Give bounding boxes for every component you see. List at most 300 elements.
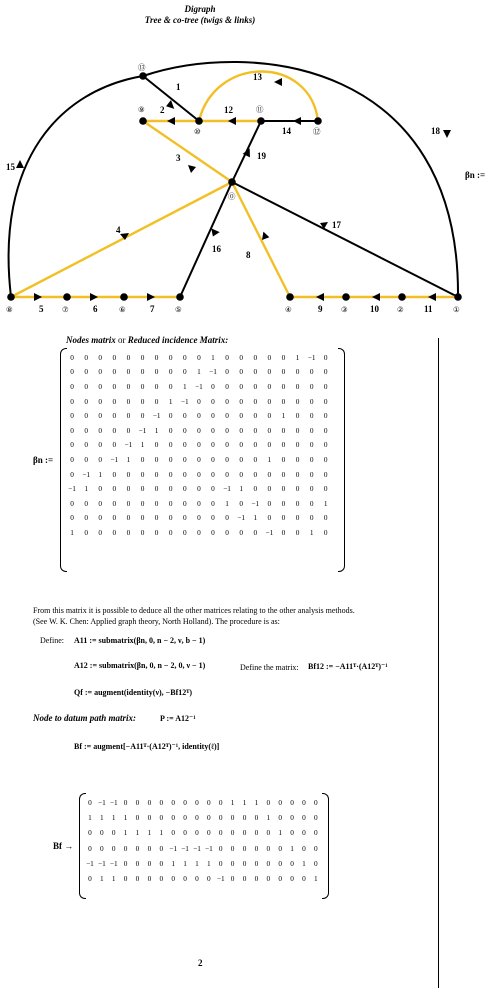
matrix-cell: 0 — [147, 798, 152, 808]
matrix-row — [65, 350, 333, 365]
matrix-cell: 1 — [100, 874, 104, 884]
matrix-cell: 0 — [278, 798, 283, 808]
matrix-cell: −1 — [223, 484, 231, 494]
matrix-row — [65, 511, 333, 526]
matrix-cell: 0 — [218, 858, 223, 868]
edge-label-9: 9 — [318, 304, 323, 314]
matrix-cell: 0 — [281, 352, 286, 362]
matrix-cell: 0 — [253, 367, 258, 377]
matrix-cell: 0 — [197, 527, 201, 537]
matrix-cell: 0 — [168, 513, 173, 523]
matrix-cell: 0 — [295, 440, 300, 450]
matrix-cell: 0 — [159, 798, 164, 808]
matrix-cell: 0 — [323, 411, 328, 421]
matrix-cell: 0 — [182, 513, 187, 523]
matrix-cell: 0 — [239, 440, 243, 450]
edge-label-5: 5 — [39, 304, 44, 314]
matrix-cell: 0 — [171, 874, 175, 884]
matrix-cell: 0 — [267, 411, 272, 421]
matrix-cell: 0 — [281, 484, 286, 494]
matrix-cell: 0 — [295, 425, 300, 435]
matrix-cell: 1 — [140, 440, 145, 450]
matrix-cell: 0 — [197, 352, 201, 362]
matrix-cell: 0 — [135, 798, 140, 808]
matrix-cell: 0 — [314, 843, 318, 853]
matrix-cell: 0 — [309, 367, 314, 377]
matrix-cell: 0 — [197, 411, 201, 421]
matrix-cell: 0 — [230, 858, 235, 868]
matrix-cell: 1 — [84, 484, 88, 494]
matrix-cell: 0 — [112, 484, 117, 494]
matrix-cell: −1 — [216, 874, 225, 884]
vertical-divider — [438, 338, 439, 988]
diagram-subtitle: Tree & co-tree (twigs & links) — [144, 15, 256, 25]
matrix-cell: 0 — [159, 813, 164, 823]
edge-label-14: 14 — [282, 126, 291, 136]
matrix-cell: 0 — [111, 828, 116, 838]
matrix-cell: 0 — [266, 874, 271, 884]
matrix-cell: 1 — [295, 352, 300, 362]
bf-label: Bf → — [53, 841, 74, 851]
matrix-cell: 0 — [314, 828, 318, 838]
reduced-incidence-matrix — [65, 350, 333, 540]
matrix-cell: 0 — [159, 874, 164, 884]
matrix-cell: 0 — [211, 411, 215, 421]
matrix-cell: 0 — [242, 828, 247, 838]
matrix-cell: 0 — [70, 440, 74, 450]
matrix-cell: 0 — [126, 469, 131, 479]
edge-label-3: 3 — [176, 153, 181, 163]
matrix-cell: 0 — [135, 858, 140, 868]
edge-1 — [143, 76, 199, 121]
edge-label-19: 19 — [257, 151, 266, 161]
node-label-0: ⓪ — [228, 192, 236, 201]
matrix-row — [65, 394, 333, 409]
node-label-4: ④ — [285, 305, 292, 314]
digraph — [0, 0, 491, 330]
matrix-cell: 0 — [159, 858, 164, 868]
matrix-cell: 0 — [197, 440, 201, 450]
node-label-11: ⑪ — [256, 105, 264, 114]
matrix-cell: 0 — [112, 352, 117, 362]
matrix-cell: 0 — [314, 858, 318, 868]
matrix-cell: 0 — [302, 798, 306, 808]
edge-18 — [143, 62, 458, 297]
matrix-cell: 0 — [154, 498, 159, 508]
matrix-cell: 0 — [195, 874, 199, 884]
matrix-cell: 0 — [211, 469, 215, 479]
matrix-cell: 0 — [140, 498, 145, 508]
matrix-cell: 0 — [254, 874, 259, 884]
matrix-row — [84, 871, 322, 886]
matrix-cell: 1 — [309, 527, 314, 537]
matrix-cell: −1 — [169, 843, 178, 853]
matrix-cell: 0 — [84, 454, 88, 464]
edge-8 — [232, 182, 290, 297]
matrix-cell: 1 — [290, 843, 294, 853]
matrix-cell: 0 — [168, 484, 173, 494]
matrix-cell: 0 — [112, 527, 117, 537]
matrix-cell: 0 — [70, 352, 74, 362]
matrix-cell: 0 — [98, 454, 103, 464]
matrix-cell: −1 — [181, 843, 189, 853]
matrix-cell: 0 — [253, 469, 258, 479]
matrix-heading: Nodes matrix or Reduced incidence Matrix: — [66, 335, 229, 345]
matrix-cell: 0 — [112, 367, 117, 377]
matrix-row — [84, 810, 322, 825]
matrix-cell: 1 — [159, 828, 164, 838]
matrix-cell: 1 — [182, 381, 187, 391]
matrix-cell: 0 — [295, 498, 300, 508]
edge-label-18: 18 — [431, 126, 440, 136]
matrix-cell: 0 — [126, 352, 131, 362]
paragraph-1: From this matrix it is possible to deduce all the other matrices relating to the other analysis methods. — [33, 606, 355, 615]
matrix-cell: 0 — [266, 858, 271, 868]
matrix-cell: 0 — [242, 874, 247, 884]
matrix-cell: 1 — [195, 858, 199, 868]
matrix-cell: 0 — [239, 411, 243, 421]
matrix-cell: 0 — [295, 527, 300, 537]
matrix-cell: −1 — [86, 858, 94, 868]
matrix-cell: 0 — [281, 469, 286, 479]
matrix-cell: 0 — [168, 527, 173, 537]
matrix-cell: 0 — [225, 381, 229, 391]
matrix-cell: 0 — [84, 425, 88, 435]
matrix-cell: 0 — [147, 874, 152, 884]
node-label-9: ⑨ — [138, 105, 145, 114]
matrix-cell: 0 — [290, 828, 294, 838]
edge-17 — [232, 182, 458, 297]
matrix-cell: −1 — [124, 440, 133, 450]
matrix-cell: 0 — [88, 874, 92, 884]
node-label-10: ⑩ — [194, 127, 201, 136]
matrix-cell: 0 — [323, 367, 328, 377]
matrix-cell: 0 — [123, 843, 128, 853]
matrix-cell: 0 — [168, 425, 173, 435]
matrix-cell: 1 — [183, 858, 187, 868]
matrix-cell: 0 — [218, 798, 223, 808]
matrix-cell: 0 — [253, 352, 258, 362]
matrix-row — [65, 423, 333, 438]
matrix-cell: 0 — [207, 828, 211, 838]
matrix-cell: 0 — [183, 828, 187, 838]
matrix-cell: −1 — [68, 484, 76, 494]
matrix-cell: 0 — [140, 411, 145, 421]
matrix-cell: 0 — [302, 828, 306, 838]
matrix-cell: 1 — [230, 798, 235, 808]
matrix-cell: 0 — [323, 425, 328, 435]
matrix-cell: 0 — [171, 828, 175, 838]
matrix-cell: 0 — [168, 469, 173, 479]
matrix-cell: −1 — [109, 858, 118, 868]
diagram-title: Digraph — [184, 4, 216, 14]
edge-label-15: 15 — [6, 162, 15, 172]
matrix-cell: 0 — [112, 411, 117, 421]
matrix-cell: 0 — [225, 411, 229, 421]
matrix-cell: 0 — [225, 440, 229, 450]
matrix-cell: 1 — [207, 858, 211, 868]
matrix-cell: 0 — [70, 411, 74, 421]
matrix-cell: 0 — [111, 843, 116, 853]
edge-label-1: 1 — [176, 82, 181, 92]
matrix-cell: 0 — [126, 513, 131, 523]
matrix-cell: 0 — [295, 411, 300, 421]
matrix-cell: 0 — [281, 367, 286, 377]
matrix-cell: 0 — [253, 411, 258, 421]
matrix-cell: 0 — [126, 527, 131, 537]
matrix-cell: 0 — [239, 498, 243, 508]
matrix-cell: 0 — [278, 843, 283, 853]
bf-right-paren — [322, 793, 329, 899]
matrix-row — [65, 365, 333, 380]
matrix-cell: 0 — [84, 411, 88, 421]
matrix-cell: 0 — [267, 513, 272, 523]
matrix-cell: 0 — [281, 527, 286, 537]
matrix-cell: 0 — [140, 527, 145, 537]
matrix-cell: 0 — [302, 813, 306, 823]
matrix-cell: 0 — [230, 828, 235, 838]
matrix-cell: 0 — [100, 828, 104, 838]
matrix-cell: 0 — [267, 498, 272, 508]
matrix-cell: 0 — [239, 396, 243, 406]
matrix-cell: 0 — [281, 396, 286, 406]
matrix-cell: 0 — [281, 513, 286, 523]
node-label-2: ② — [397, 305, 404, 314]
matrix-cell: 0 — [112, 440, 117, 450]
matrix-cell: 0 — [70, 381, 74, 391]
matrix-cell: 0 — [295, 513, 300, 523]
matrix-cell: 0 — [154, 440, 159, 450]
matrix-cell: 0 — [126, 411, 131, 421]
matrix-cell: 0 — [98, 484, 103, 494]
matrix-cell: 1 — [147, 828, 152, 838]
matrix-cell: 0 — [84, 352, 88, 362]
matrix-cell: 0 — [314, 798, 318, 808]
matrix-cell: 0 — [126, 381, 131, 391]
matrix-cell: 0 — [239, 454, 243, 464]
matrix-row — [65, 379, 333, 394]
matrix-cell: 0 — [182, 440, 187, 450]
matrix-cell: 0 — [267, 440, 272, 450]
matrix-cell: 0 — [98, 440, 103, 450]
matrix-cell: 0 — [88, 798, 92, 808]
matrix-cell: 0 — [88, 843, 92, 853]
matrix-cell: −1 — [82, 469, 91, 479]
node-label-6: ⑥ — [119, 305, 126, 314]
matrix-cell: 0 — [278, 874, 283, 884]
matrix-cell: 0 — [183, 798, 187, 808]
matrix-cell: 0 — [168, 352, 173, 362]
matrix-cell: 0 — [112, 469, 117, 479]
matrix-cell: 0 — [197, 484, 201, 494]
matrix-cell: 0 — [218, 843, 223, 853]
matrix-cell: 0 — [182, 484, 187, 494]
edge-label-12: 12 — [224, 105, 233, 115]
matrix-cell: −1 — [237, 513, 246, 523]
matrix-cell: 0 — [211, 527, 215, 537]
matrix-cell: 0 — [140, 469, 145, 479]
matrix-cell: 0 — [225, 513, 229, 523]
matrix-cell: −1 — [204, 843, 213, 853]
node-datum-heading: Node to datum path matrix: — [33, 713, 137, 723]
matrix-cell: −1 — [152, 411, 161, 421]
matrix-cell: 0 — [195, 828, 199, 838]
matrix-cell: 0 — [323, 396, 328, 406]
matrix-cell: 0 — [171, 813, 175, 823]
edge-16 — [180, 182, 232, 297]
matrix-cell: 0 — [140, 484, 145, 494]
matrix-cell: 0 — [70, 498, 74, 508]
matrix-cell: 0 — [225, 352, 229, 362]
matrix-cell: 0 — [218, 813, 223, 823]
matrix-cell: 0 — [147, 858, 152, 868]
matrix-cell: 0 — [168, 381, 173, 391]
matrix-cell: 0 — [253, 440, 258, 450]
matrix-cell: 1 — [242, 798, 247, 808]
matrix-cell: 0 — [154, 381, 159, 391]
matrix-cell: 0 — [207, 874, 211, 884]
matrix-cell: 0 — [84, 498, 88, 508]
matrix-cell: 0 — [267, 484, 272, 494]
matrix-cell: 0 — [182, 469, 187, 479]
matrix-cell: −1 — [195, 381, 203, 391]
matrix-cell: 0 — [242, 813, 247, 823]
matrix-row — [65, 408, 333, 423]
matrix-cell: 0 — [197, 498, 201, 508]
matrix-cell: 0 — [267, 469, 272, 479]
matrix-cell: 0 — [70, 469, 74, 479]
matrix-cell: 1 — [323, 498, 328, 508]
matrix-cell: 0 — [211, 513, 215, 523]
matrix-cell: 0 — [98, 411, 103, 421]
matrix-cell: 0 — [295, 469, 300, 479]
matrix-cell: 0 — [98, 513, 103, 523]
matrix-cell: 0 — [267, 381, 272, 391]
matrix-cell: 1 — [267, 454, 272, 464]
matrix-cell: −1 — [307, 352, 316, 362]
matrix-cell: 0 — [230, 843, 235, 853]
matrix-cell: 0 — [253, 425, 258, 435]
matrix-cell: 0 — [197, 469, 201, 479]
matrix-cell: 0 — [290, 798, 294, 808]
beta-n-label: βn := — [33, 455, 54, 465]
matrix-cell: 0 — [211, 454, 215, 464]
matrix-cell: 0 — [154, 352, 159, 362]
matrix-cell: 0 — [207, 813, 211, 823]
matrix-cell: 0 — [140, 513, 145, 523]
matrix-cell: 1 — [126, 454, 131, 464]
matrix-cell: 0 — [266, 828, 271, 838]
matrix-cell: −1 — [180, 396, 189, 406]
paragraph-2: (See W. K. Chen: Applied graph theory, North Holland). The procedure is as: — [33, 617, 280, 626]
matrix-cell: 0 — [84, 513, 88, 523]
matrix-row — [65, 481, 333, 496]
matrix-cell: 0 — [323, 484, 328, 494]
edge-label-10: 10 — [370, 304, 379, 314]
edge-label-13: 13 — [253, 72, 262, 82]
matrix-cell: 0 — [230, 813, 235, 823]
matrix-cell: −1 — [97, 858, 106, 868]
matrix-cell: 0 — [278, 858, 283, 868]
matrix-cell: 0 — [295, 454, 300, 464]
matrix-cell: 1 — [253, 513, 258, 523]
matrix-cell: 0 — [183, 874, 187, 884]
matrix-cell: 0 — [309, 513, 314, 523]
matrix-cell: 0 — [135, 874, 140, 884]
matrix-cell: 0 — [323, 469, 328, 479]
matrix-cell: 0 — [309, 425, 314, 435]
matrix-row — [65, 452, 333, 467]
matrix-cell: 0 — [323, 381, 328, 391]
matrix-row — [84, 825, 322, 840]
node-label-1: ① — [453, 305, 460, 314]
matrix-cell: 0 — [182, 367, 187, 377]
matrix-cell: 1 — [111, 874, 116, 884]
matrix-cell: 1 — [111, 813, 116, 823]
edge-label-4: 4 — [116, 225, 121, 235]
matrix-cell: 0 — [295, 367, 300, 377]
matrix-cell: 0 — [254, 858, 259, 868]
matrix-cell: 0 — [112, 396, 117, 406]
matrix-cell: −1 — [109, 798, 118, 808]
matrix-cell: 0 — [290, 858, 294, 868]
matrix-cell: 0 — [253, 527, 258, 537]
matrix-cell: 0 — [154, 367, 159, 377]
matrix-cell: 0 — [197, 513, 201, 523]
matrix-cell: 0 — [84, 367, 88, 377]
matrix-row — [84, 795, 322, 810]
matrix-cell: 0 — [323, 513, 328, 523]
node-label-8: ⑧ — [6, 305, 13, 314]
matrix-cell: 0 — [239, 527, 243, 537]
matrix-cell: 0 — [140, 381, 145, 391]
matrix-cell: 0 — [295, 484, 300, 494]
matrix-cell: 0 — [112, 513, 117, 523]
matrix-cell: 0 — [211, 498, 215, 508]
matrix-cell: 0 — [323, 454, 328, 464]
matrix-cell: 0 — [253, 454, 258, 464]
matrix-cell: 0 — [211, 440, 215, 450]
matrix-cell: 0 — [195, 798, 199, 808]
matrix-cell: 1 — [154, 425, 159, 435]
matrix-cell: 0 — [281, 454, 286, 464]
matrix-cell: 0 — [140, 396, 145, 406]
matrix-cell: 0 — [147, 843, 152, 853]
matrix-cell: 0 — [70, 396, 74, 406]
matrix-cell: 1 — [168, 396, 173, 406]
matrix-cell: 0 — [281, 440, 286, 450]
matrix-cell: 0 — [302, 874, 306, 884]
matrix-cell: 0 — [135, 813, 140, 823]
matrix-cell: 1 — [88, 813, 92, 823]
node-label-7: ⑦ — [62, 305, 69, 314]
matrix-cell: −1 — [97, 798, 106, 808]
matrix-cell: 1 — [123, 813, 128, 823]
matrix-cell: 0 — [309, 381, 314, 391]
matrix-right-paren — [338, 348, 345, 572]
matrix-row — [65, 496, 333, 511]
matrix-cell: 0 — [140, 352, 145, 362]
page-number: 2 — [198, 958, 203, 968]
matrix-cell: 0 — [211, 396, 215, 406]
matrix-cell: 0 — [112, 425, 117, 435]
matrix-cell: −1 — [265, 527, 274, 537]
matrix-cell: 0 — [211, 425, 215, 435]
matrix-cell: 0 — [323, 527, 328, 537]
matrix-cell: 0 — [266, 798, 271, 808]
matrix-cell: 0 — [84, 440, 88, 450]
matrix-cell: 0 — [242, 843, 247, 853]
